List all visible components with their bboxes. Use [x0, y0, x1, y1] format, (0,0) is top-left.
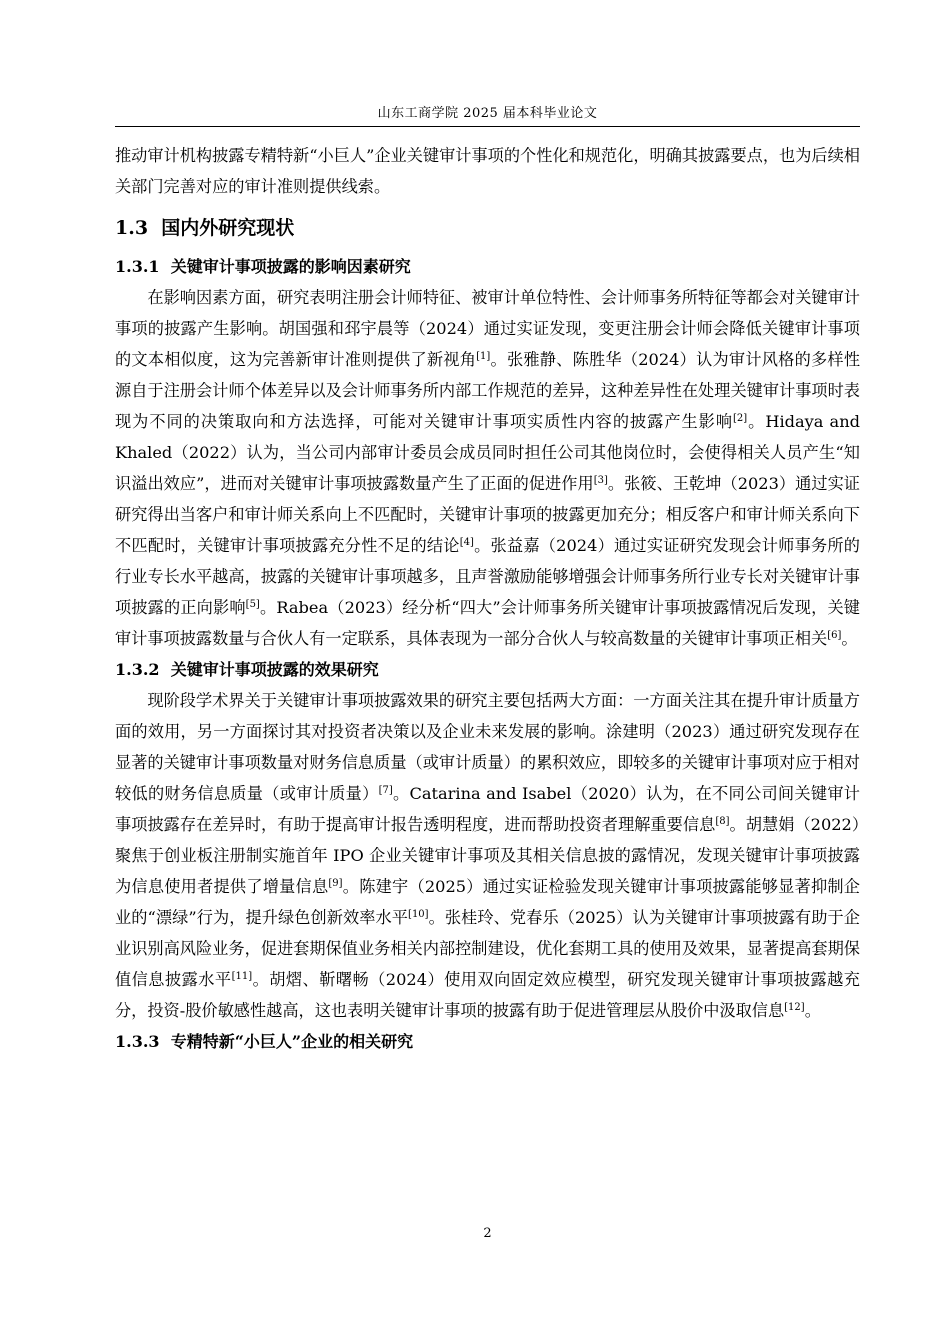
body-text: 。: [841, 629, 858, 648]
body-text: 。张筱、王乾坤（2023）通过实证研究得出当客户和审计师关系向上不匹配时，关键审计事项的披露更加充分；相反客户和审计师关系向下不匹配时，关键审计事项披露充分性不足的结论: [115, 474, 860, 555]
body-text: 。陈建宇（2025）通过实证检验发现关键审计事项披露能够显著抑制企业的“漂绿”行为，提升绿色创新效率水平: [115, 877, 860, 927]
running-header: 山东工商学院 2025 届本科毕业论文: [377, 106, 598, 121]
citation: [9]: [328, 878, 343, 889]
citation: [7]: [378, 785, 393, 796]
subsection-heading-1-3-2: [115, 654, 860, 685]
citation: [3]: [593, 475, 608, 486]
page-body: [115, 140, 860, 1057]
intro-paragraph: 推动审计机构披露专精特新“小巨人”企业关键审计事项的个性化和规范化，明确其披露要点，也为后续相关部门完善对应的审计准则提供线索。: [115, 146, 860, 196]
citation: [5]: [245, 599, 260, 610]
body-text: 。张桂玲、党春乐（2025）认为关键审计事项披露有助于企业识别高风险业务，促进套期保值业务相关内部控制建设，优化套期工具的使用及效果，显著提高套期保值信息披露水平: [115, 908, 860, 989]
citation: [4]: [459, 537, 474, 548]
body-text: 。胡慧娟（2022）聚焦于创业板注册制实施首年 IPO 企业关键审计事项及其相关信息披的露情况，发现关键审计事项披露为信息使用者提供了增量信息: [115, 815, 860, 896]
body-text: 。Hidaya and Khaled（2022）认为，当公司内部审计委员会成员同时担任公司其他岗位时，会使得相关人员产生“知识溢出效应”，进而对关键审计事项披露数量产生了正面的促进作用: [115, 412, 861, 493]
section-title: 国内外研究现状: [161, 217, 295, 239]
citation: [12]: [784, 1002, 805, 1013]
body-text: 现阶段学术界关于关键审计事项披露效果的研究主要包括两大方面：一方面关注其在提升审计质量方面的效用，另一方面探讨其对投资者决策以及企业未来发展的影响。涂建明（2023）通过研究发现存在显著的关键审计事项数量对财务信息质量（或审计质量）的累积效应，即较多的关键审计事项对应于相对较低的财务信息质量（或审计质量）: [115, 691, 860, 803]
citation: [1]: [476, 351, 491, 362]
section-heading: [115, 213, 860, 243]
body-text: 。张雅静、陈胜华（2024）认为审计风格的多样性源自于注册会计师个体差异以及会计师事务所内部工作规范的差异，这种差异性在处理关键审计事项时表现为不同的决策取向和方法选择，可能对关键审计事项实质性内容的披露产生影响: [115, 350, 861, 431]
header-rule: [115, 126, 860, 127]
subsection-number: 1.3.1: [115, 257, 160, 276]
page-number: 2: [483, 1226, 492, 1241]
paragraph-influencing-factors: [115, 282, 860, 654]
subsection-number: 1.3.3: [115, 1032, 160, 1051]
subsection-heading-1-3-3: [115, 1026, 860, 1057]
subsection-title: 关键审计事项披露的效果研究: [170, 660, 379, 679]
subsection-number: 1.3.2: [115, 660, 160, 679]
section-number: 1.3: [115, 217, 149, 239]
paragraph-disclosure-effects: [115, 685, 860, 1026]
body-text: 。: [804, 1001, 821, 1020]
citation: [6]: [827, 630, 842, 641]
body-text: 。Catarina and Isabel（2020）认为，在不同公司间关键审计事项披露存在差异时，有助于提高审计报告透明程度，进而帮助投资者理解重要信息: [115, 784, 860, 834]
citation: [2]: [733, 413, 748, 424]
subsection-heading-1-3-1: [115, 251, 860, 282]
citation: [10]: [408, 909, 429, 920]
subsection-title: 专精特新“小巨人”企业的相关研究: [170, 1032, 414, 1051]
body-text: 在影响因素方面，研究表明注册会计师特征、被审计单位特性、会计师事务所特征等都会对关键审计事项的披露产生影响。胡国强和邳宇晨等（2024）通过实证发现，变更注册会计师会降低关键审计事项的文本相似度，这为完善新审计准则提供了新视角: [115, 288, 860, 369]
citation: [8]: [715, 816, 730, 827]
body-text: 。胡熠、靳曙畅（2024）使用双向固定效应模型，研究发现关键审计事项披露越充分，投资-股价敏感性越高，这也表明关键审计事项的披露有助于促进管理层从股价中汲取信息: [115, 970, 860, 1020]
citation: [11]: [231, 971, 253, 982]
body-text: 。张益嘉（2024）通过实证研究发现会计师事务所的行业专长水平越高，披露的关键审计事项越多，且声誉激励能够增强会计师事务所行业专长对关键审计事项披露的正向影响: [115, 536, 860, 617]
body-text: 。Rabea（2023）经分析“四大”会计师事务所关键审计事项披露情况后发现，关键审计事项披露数量与合伙人有一定联系，具体表现为一部分合伙人与较高数量的关键审计事项正相关: [115, 598, 860, 648]
subsection-title: 关键审计事项披露的影响因素研究: [170, 257, 411, 276]
